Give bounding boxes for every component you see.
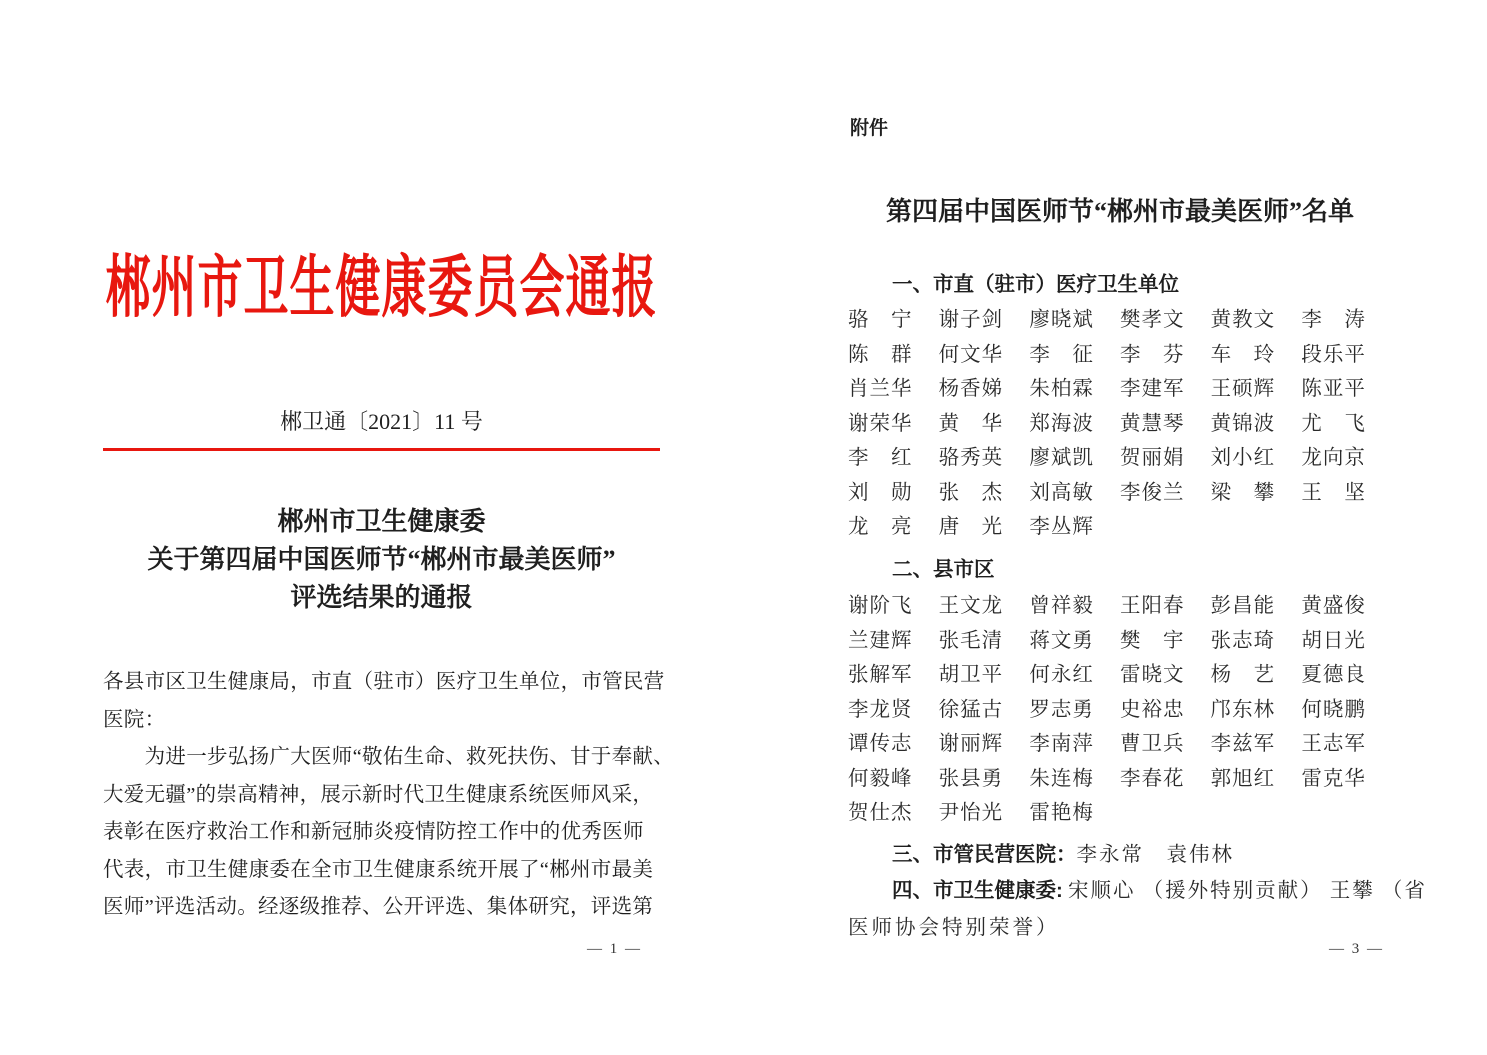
name-item: 李兹军	[1210, 733, 1276, 755]
name-item: 杨香娣	[938, 378, 1004, 400]
name-item: 黄 华	[938, 412, 1004, 435]
body-line: 代表，市卫生健康委在全市卫生健康系统开展了“郴州市最美	[103, 858, 654, 881]
page-number-1: — 1 —	[587, 941, 642, 957]
name-item: 李春花	[1119, 767, 1185, 790]
name-item: 王志军	[1301, 733, 1366, 755]
name-item: 何文华	[938, 343, 1004, 366]
name-item: 谢丽辉	[938, 733, 1004, 755]
name-item: 蒋文勇	[1029, 629, 1094, 652]
name-item: 樊 宇	[1119, 629, 1185, 652]
name-item: 龙向京	[1301, 447, 1366, 469]
body-line: 大爱无疆”的崇高精神，展示新时代卫生健康系统医师风采，	[103, 783, 654, 806]
name-item: 张志琦	[1210, 629, 1276, 652]
name-item: 贺仕杰	[848, 802, 913, 824]
name-item: 夏德良	[1301, 664, 1366, 686]
name-item: 骆 宁	[848, 309, 913, 331]
name-item: 李建军	[1119, 378, 1185, 400]
page-3	[846, 0, 1427, 1055]
name-item: 谭传志	[848, 733, 913, 755]
name-item: 王 坚	[1301, 481, 1366, 504]
name-item: 骆秀英	[938, 447, 1004, 469]
name-item: 胡日光	[1301, 629, 1366, 652]
name-item: 兰建辉	[848, 629, 913, 652]
document-number: 郴卫通〔2021〕11 号	[280, 409, 483, 434]
name-item: 胡卫平	[938, 664, 1004, 686]
name-item: 张 杰	[938, 481, 1004, 504]
name-item: 廖斌凯	[1029, 447, 1094, 469]
name-item: 李丛辉	[1029, 516, 1094, 538]
name-item: 李俊兰	[1119, 481, 1185, 504]
name-item: 段乐平	[1301, 343, 1366, 366]
body-line: 各县市区卫生健康局，市直（驻市）医疗卫生单位，市管民营	[103, 671, 665, 693]
name-item: 何晓鹏	[1301, 698, 1366, 721]
name-item: 李 涛	[1301, 309, 1366, 331]
name-item: 雷艳梅	[1029, 802, 1094, 824]
name-item: 黄盛俊	[1301, 595, 1366, 617]
body-line: 医院：	[103, 708, 166, 731]
name-item: 徐猛古	[938, 698, 1004, 721]
name-item: 谢子剑	[938, 309, 1004, 331]
name-item: 刘 勋	[848, 481, 913, 504]
attachment-label: 附件	[850, 118, 889, 139]
name-item: 王硕辉	[1210, 378, 1276, 400]
body-line: 医师”评选活动。经逐级推荐、公开评选、集体研究，评选第	[103, 896, 654, 918]
name-item: 樊孝文	[1119, 309, 1185, 331]
name-item: 谢阶飞	[848, 595, 913, 617]
name-item: 龙 亮	[848, 516, 913, 538]
section-4-line	[846, 873, 1427, 903]
name-item: 谢荣华	[848, 412, 913, 435]
section-3-heading: 三、市管民营医院：	[892, 843, 1077, 866]
section-4-continuation: 医师协会特别荣誉）	[848, 917, 1060, 939]
red-separator-line	[103, 448, 660, 451]
page-1	[103, 0, 674, 1055]
name-item: 黄锦波	[1210, 412, 1276, 435]
name-item: 雷晓文	[1119, 664, 1185, 686]
name-item: 车 玲	[1210, 343, 1276, 366]
section-4-heading: 四、市卫生健康委:	[892, 879, 1063, 902]
name-item: 罗志勇	[1029, 698, 1094, 721]
appendix-title: 第四届中国医师节“郴州市最美医师”名单	[885, 197, 1354, 226]
body-line: 为进一步弘扬广大医师“敬佑生命、救死扶伤、甘于奉献、	[103, 746, 674, 768]
name-item: 黄教文	[1210, 309, 1276, 331]
document-title	[103, 503, 660, 617]
section-2-name-list	[848, 589, 1392, 831]
name-item: 李 征	[1029, 343, 1094, 366]
name-item: 杨 艺	[1210, 664, 1276, 686]
name-item: 王阳春	[1119, 595, 1185, 617]
body-line: 表彰在医疗救治工作和新冠肺炎疫情防控工作中的优秀医师	[103, 821, 644, 843]
name-item: 彭昌能	[1210, 595, 1276, 617]
name-item: 唐 光	[938, 516, 1004, 538]
name-item: 黄慧琴	[1119, 412, 1185, 435]
name-item: 史裕忠	[1119, 698, 1185, 721]
name-item: 陈亚平	[1301, 378, 1366, 400]
name-item: 张解军	[848, 664, 913, 686]
masthead-title: 郴州市卫生健康委员会通报	[105, 250, 658, 326]
name-item: 李 红	[848, 447, 913, 469]
name-item: 张县勇	[938, 767, 1004, 790]
name-item: 朱连梅	[1029, 767, 1094, 790]
name-item: 李龙贤	[848, 698, 913, 721]
section-2-heading: 二、县市区	[892, 558, 995, 581]
name-item: 何永红	[1029, 664, 1094, 686]
name-item: 邝东林	[1210, 698, 1276, 721]
name-item: 李南萍	[1029, 733, 1094, 755]
name-item: 刘小红	[1210, 447, 1276, 469]
name-item: 何毅峰	[848, 767, 913, 790]
page-number-3: — 3 —	[1329, 941, 1384, 957]
document-title-line: 关于第四届中国医师节“郴州市最美医师”	[147, 545, 616, 574]
name-item: 郭旭红	[1210, 767, 1276, 790]
name-item: 王文龙	[938, 595, 1004, 617]
name-item: 曾祥毅	[1029, 595, 1094, 617]
section-1-name-list	[848, 303, 1392, 545]
section-1-heading: 一、市直（驻市）医疗卫生单位	[892, 273, 1179, 296]
name-item: 廖晓斌	[1029, 309, 1094, 331]
name-item: 张毛清	[938, 629, 1004, 652]
name-item: 陈 群	[848, 343, 913, 366]
name-item: 刘高敏	[1029, 481, 1094, 504]
name-item: 肖兰华	[848, 378, 913, 400]
name-item: 尤 飞	[1301, 412, 1366, 435]
name-item: 李 芬	[1119, 343, 1185, 366]
name-item: 雷克华	[1301, 767, 1366, 790]
section-3-line	[846, 837, 1394, 867]
name-item: 尹怡光	[938, 802, 1004, 824]
body-paragraphs	[103, 664, 674, 927]
name-item: 曹卫兵	[1119, 733, 1185, 755]
name-item: 郑海波	[1029, 412, 1094, 435]
section-4-names: 宋顺心 （援外特别贡献） 王攀 （省	[1067, 880, 1427, 902]
document-title-line: 郴州市卫生健康委	[277, 507, 486, 536]
section-3-names: 李永常 袁伟林	[1076, 844, 1234, 866]
document-title-line: 评选结果的通报	[290, 583, 473, 612]
name-item: 朱柏霖	[1029, 378, 1094, 400]
name-item: 梁 攀	[1210, 481, 1276, 504]
name-item: 贺丽娟	[1119, 447, 1185, 469]
